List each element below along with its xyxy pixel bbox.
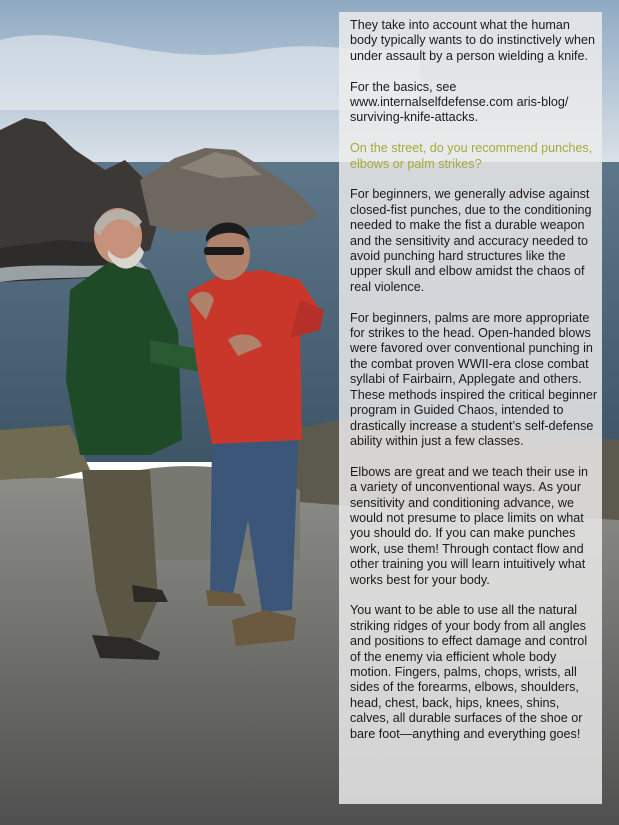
paragraph-knife-instinct: They take into account what the human body typically wants to do instinctively when under assault by a person wielding a knife. [350,18,596,63]
paragraph-beginners-palms: For beginners, palms are more appropriate for strikes to the head. Open-handed blows were favored over conventional punching in the combat proven WWII-era close combat syllabi of Fairbairn, Applegate and others. These methods inspired the critical beginner program in Guided Chaos, intended to drastically increase a student’s self-defense ability within just a few classes. [350,310,598,448]
paragraph-beginners-punches: For beginners, we generally advise against closed-fist punches, due to the conditioning needed to make the fist a durable weapon and the sensitivity and accuracy needed to avoid punching hard structures like the upper skull and elbow amidst the chaos of real violence. [350,187,592,294]
article-text [350,18,598,757]
interview-question: On the street, do you recommend punches, elbows or palm strikes? [350,141,593,171]
paragraph-basics-link: For the basics, see www.internalselfdefense.com aris-blog/ surviving-knife-attacks. [350,79,569,125]
paragraph-elbows: Elbows are great and we teach their use in a variety of unconventional ways. As your sensitivity and conditioning advance, we would not presume to place limits on what you should do. If you can make punches work, use them! Through contact flow and other training you will learn intuitively what works best for your body. [350,464,589,587]
paragraph-striking-ridges: You want to be able to use all the natural striking ridges of your body from all angles and positions to effect damage and control of the enemy via efficient whole body motion. Fingers, palms, chops, wrists, all sides of the forearms, elbows, shoulders, head, chest, back, hips, knees, shins, calves, all durable surfaces of the shoe or bare foot—anything and everything goes! [350,603,588,741]
